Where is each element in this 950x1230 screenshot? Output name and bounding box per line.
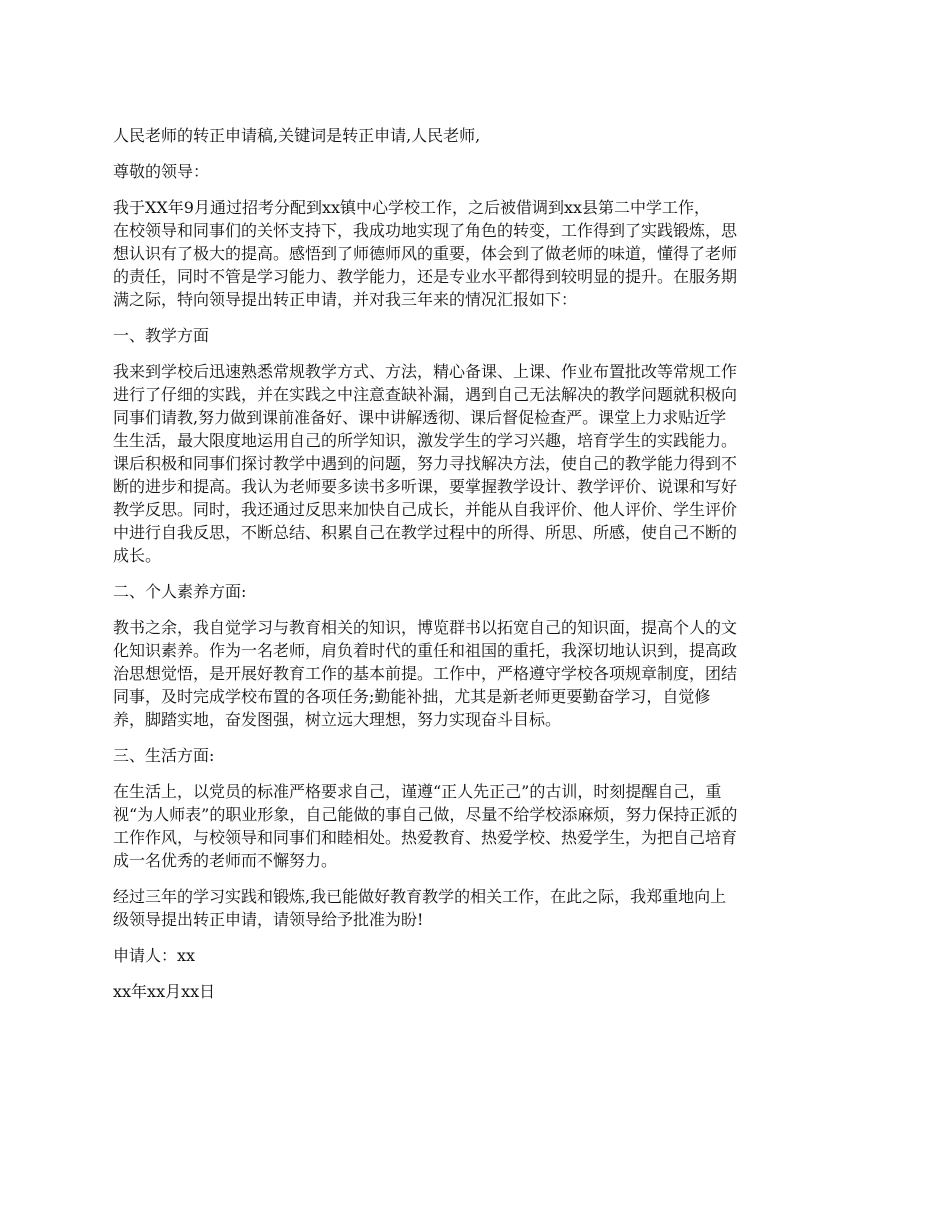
opening-paragraph: 我于XX年9月通过招考分配到xx镇中心学校工作，之后被借调到xx县第二中学工作， 在校领导和同事们的关怀支持下，我成功地实现了角色的转变，工作得到了实践锻炼，思 想认识有了极大的提高。感悟到了师德师风的重要，体会到了做老师的味道，懂得了老师 的责任，同时不管是学习能力、教学能力，还是专业水平都得到较明显的提升。在服务期 满之际，特向领导提出转正申请，并对我三年来的情况汇报如下：: [113, 198, 738, 309]
date-line: xx年xx月xx日: [113, 982, 216, 1001]
document-body: [113, 124, 843, 1016]
personal-paragraph: 教书之余，我自觉学习与教育相关的知识，博览群书以拓宽自己的知识面，提高个人的文 化知识素养。作为一名老师，肩负着时代的重任和祖国的重托，我深切地认识到，提高政 治思想觉悟，是开展好教育工作的基本前提。工作中，严格遵守学校各项规章制度，团结 同事，及时完成学校布置的各项任务;勤能补拙，尤其是新老师更要勤奋学习，自觉修 养，脚踏实地，奋发图强，树立远大理想，努力实现奋斗目标。: [113, 618, 738, 729]
section-heading-life: 三、生活方面:: [113, 746, 215, 765]
life-paragraph: 在生活上，以党员的标准严格要求自己，谨遵“正人先正己”的古训，时刻提醒自己，重 视“为人师表”的职业形象，自己能做的事自己做，尽量不给学校添麻烦，努力保持正派的 工作作风，与校领导和同事们和睦相处。热爱教育、热爱学校、热爱学生，为把自己培育 成一名优秀的老师而不懈努力。: [113, 782, 738, 870]
teaching-paragraph: 我来到学校后迅速熟悉常规教学方式、方法，精心备课、上课、作业布置批改等常规工作 进行了仔细的实践，并在实践之中注意查缺补漏，遇到自己无法解决的教学问题就积极向 同事们请教,努力做到课前准备好、课中讲解透彻、课后督促检查严。课堂上力求贴近学 生生活，最大限度地运用自己的所学知识，激发学生的学习兴趣，培育学生的实践能力。 课后积极和同事们探讨教学中遇到的问题，努力寻找解决方法，使自己的教学能力得到不 断的进步和提高。我认为老师要多读书多听课，要掌握教学设计、教学评价、说课和写好 教学反思。同时，我还通过反思来加快自己成长，并能从自我评价、他人评价、学生评价 中进行自我反思，不断总结、积累自己在教学过程中的所得、所思、所感，使自己不断的 成长。: [113, 362, 738, 565]
section-heading-personal: 二、个人素养方面:: [113, 582, 247, 601]
salutation: 尊敬的领导：: [113, 162, 210, 181]
closing-paragraph: 经过三年的学习实践和锻炼,我已能做好教育教学的相关工作，在此之际，我郑重地向上 级领导提出转正申请，请领导给予批准为盼!: [113, 887, 727, 929]
intro-line: 人民老师的转正申请稿,关键词是转正申请,人民老师,: [113, 126, 481, 145]
applicant-line: 申请人：xx: [113, 946, 196, 965]
section-heading-teaching: 一、教学方面: [113, 326, 210, 345]
